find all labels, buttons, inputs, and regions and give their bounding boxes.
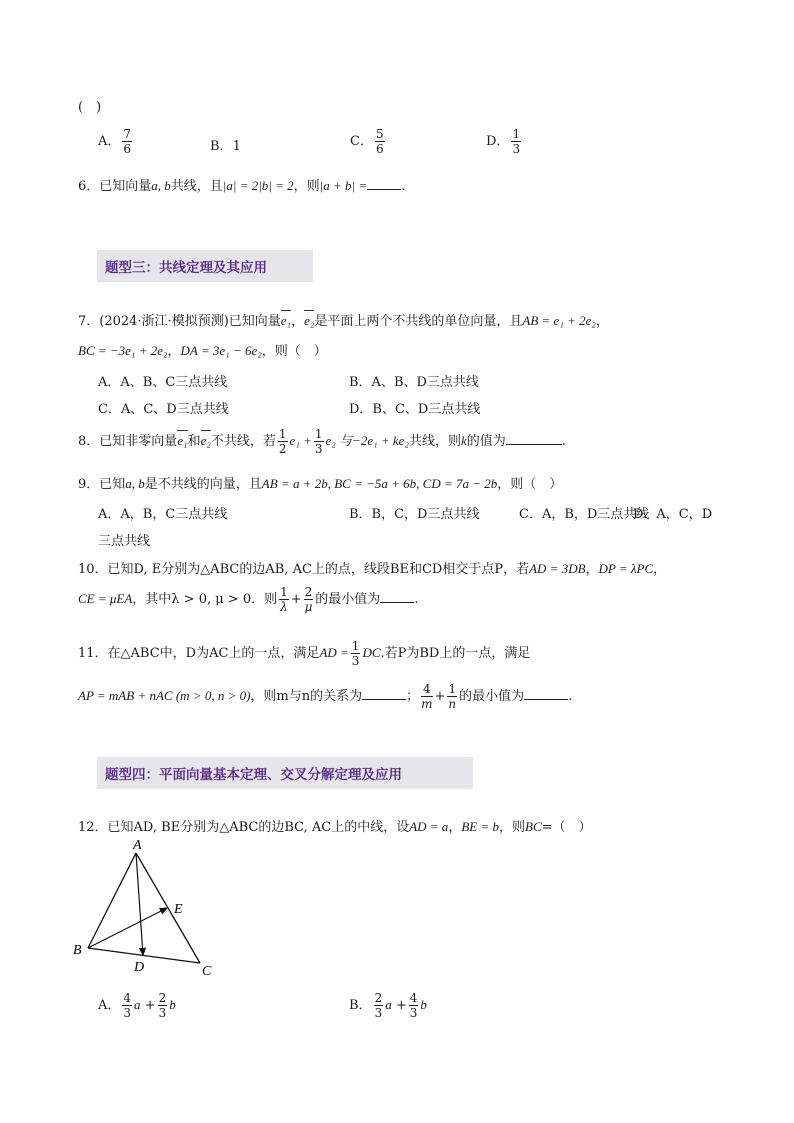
- q9-option-a[interactable]: A．A，B，C三点共线: [98, 507, 228, 522]
- vector-expr: BE = b: [461, 819, 499, 834]
- fraction: $\frac{2}{3}$: [374, 991, 383, 1020]
- fraction: $\frac{1}{n}$: [448, 682, 457, 711]
- question-10-line1: 10．已知D, E分别为△ABC的边AB, AC上的点，线段BE和CD相交于点P，若AD = 3DB，DP = λPC，: [78, 561, 667, 577]
- option-value: 1: [232, 139, 241, 154]
- fraction: $\frac{4}{3}$: [123, 991, 132, 1020]
- question-6: 6．已知向量a, b共线，且|a| = 2|b| = 2，则|a + b| = .: [78, 178, 406, 194]
- vector-expr: DP = λPC: [598, 561, 654, 576]
- fraction: $\frac{1}{3}$: [512, 127, 521, 156]
- q9-option-d[interactable]: D．A，C，D: [633, 507, 713, 522]
- vector-vars: a, b: [125, 476, 145, 491]
- vector-expr: BC: [525, 819, 542, 834]
- option-label: C．: [350, 134, 373, 149]
- vector-expr: DC: [362, 645, 381, 660]
- q5-option-a[interactable]: [98, 128, 134, 155]
- question-8: 8．已知非零向量e₁和e₂不共线，若 $\frac{1}{2}$ e₁ + $\frac{1}{3}$ e₂ 与−2e₁ + ke₂共线，则k的值为 .: [78, 427, 566, 456]
- vector-expr: AB = e₁ + 2e₂: [522, 313, 596, 328]
- q12-option-b[interactable]: B． $\frac{2}{3}$ a + $\frac{4}{3}$ b: [349, 991, 427, 1020]
- vector-expr: AP = mAB + nAC (m > 0, n > 0): [78, 688, 251, 703]
- math-ask: |a + b| =: [319, 178, 368, 193]
- q5-option-b[interactable]: [210, 135, 241, 154]
- question-9: 9．已知a, b是不共线的向量，且AB = a + 2b, BC = −5a + 6b, CD = 7a − 2b，则（ ）: [78, 476, 563, 492]
- fraction: $\frac{2}{3}$: [158, 991, 167, 1020]
- answer-blank[interactable]: [380, 602, 414, 603]
- vector-expr: BC = −3e₁ + 2e₂: [78, 343, 168, 358]
- vector-e2: e₂: [200, 433, 211, 448]
- fraction: $\frac{7}{6}$: [123, 127, 132, 156]
- fraction: $\frac{4}{3}$: [409, 991, 418, 1020]
- vector-expr: DA = 3e₁ − 6e₂: [180, 343, 262, 358]
- answer-blank[interactable]: [506, 444, 562, 445]
- question-7-line1: 7．(2024·浙江·模拟预测)已知向量e₁，e₂是平面上两个不共线的单位向量，且AB = e₁ + 2e₂，: [78, 313, 609, 329]
- section-title-4: 题型四：平面向量基本定理、交叉分解定理及应用: [97, 757, 473, 789]
- q7-option-c[interactable]: C．A、C、D三点共线: [98, 402, 229, 417]
- question-paren: ( ): [78, 100, 102, 115]
- edge-ab: [88, 853, 136, 948]
- vector-e1: e₁: [280, 313, 292, 328]
- fraction: $\frac{4}{m}$: [421, 682, 433, 711]
- option-label: A．: [98, 134, 121, 149]
- fraction: $\frac{2}{\mu}$: [304, 585, 313, 614]
- vector-expr: AD =: [319, 645, 349, 660]
- fraction: $\frac{1}{2}$: [278, 427, 287, 456]
- q5-option-c[interactable]: [350, 128, 387, 155]
- label-e: E: [174, 902, 183, 917]
- answer-blank[interactable]: [367, 189, 401, 190]
- fraction: $\frac{1}{3}$: [351, 639, 360, 668]
- vector-vars: a, b: [151, 178, 171, 193]
- vector-e2: e₂: [304, 313, 315, 328]
- vector-expr: AD = a: [409, 819, 449, 834]
- q9-option-d-cont: 三点共线: [98, 534, 151, 549]
- vector-e1: e₁: [177, 433, 188, 448]
- fraction: $\frac{1}{\lambda}$: [280, 585, 288, 614]
- question-12: 12．已知AD, BE分别为△ABC的边BC, AC上的中线，设AD = a，BE = b，则BC=（ ）: [78, 819, 592, 835]
- label-b: B: [73, 943, 82, 958]
- label-a: A: [133, 838, 142, 853]
- section-title-3: 题型三：共线定理及其应用: [97, 250, 313, 282]
- edge-ac: [136, 853, 200, 963]
- option-label: B．: [210, 139, 233, 154]
- q12-option-a[interactable]: A． $\frac{4}{3}$ a + $\frac{2}{3}$ b: [98, 991, 176, 1020]
- vector-expr: CE = μEA: [78, 591, 133, 606]
- label-d: D: [134, 960, 145, 975]
- q7-option-a[interactable]: A．A、B、C三点共线: [98, 375, 228, 390]
- math-condition: |a| = 2|b| = 2: [222, 178, 294, 193]
- question-7-line2: BC = −3e₁ + 2e₂，DA = 3e₁ − 6e₂，则（ ）: [78, 343, 327, 359]
- question-10-line2: CE = μEA，其中λ > 0, μ > 0．则 $\frac{1}{\lambda}$ + $\frac{2}{\mu}$ 的最小值为 .: [78, 585, 419, 614]
- median-be: [88, 908, 167, 948]
- option-label: D．: [486, 134, 510, 149]
- vector-expr: AD = 3DB: [529, 561, 586, 576]
- q9-option-c[interactable]: C．A，B，D三点共线: [519, 507, 650, 522]
- median-ad: [136, 853, 143, 955]
- question-11-line2: AP = mAB + nAC (m > 0, n > 0)，则m与n的关系为 ； $\frac{4}{m}$ + $\frac{1}{n}$ 的最小值为 .: [78, 682, 573, 711]
- q7-option-d[interactable]: D．B、C、D三点共线: [349, 402, 481, 417]
- q9-option-b[interactable]: B．B，C，D三点共线: [349, 507, 480, 522]
- answer-blank[interactable]: [524, 699, 568, 700]
- question-11-line1: 11．在△ABC中，D为AC上的一点，满足AD = $\frac{1}{3}$ DC.若P为BD上的一点，满足: [78, 639, 531, 668]
- vector-expr: −2e₁ + ke₂: [352, 433, 409, 448]
- fraction: $\frac{5}{6}$: [375, 127, 384, 156]
- q5-option-d[interactable]: [486, 128, 523, 155]
- answer-blank[interactable]: [362, 699, 406, 700]
- vector-expr: AB = a + 2b, BC = −5a + 6b, CD = 7a − 2b: [261, 476, 498, 491]
- q7-option-b[interactable]: B．A、B、D三点共线: [349, 375, 479, 390]
- fraction: $\frac{1}{3}$: [314, 427, 323, 456]
- label-c: C: [202, 964, 212, 979]
- triangle-figure: [60, 838, 230, 983]
